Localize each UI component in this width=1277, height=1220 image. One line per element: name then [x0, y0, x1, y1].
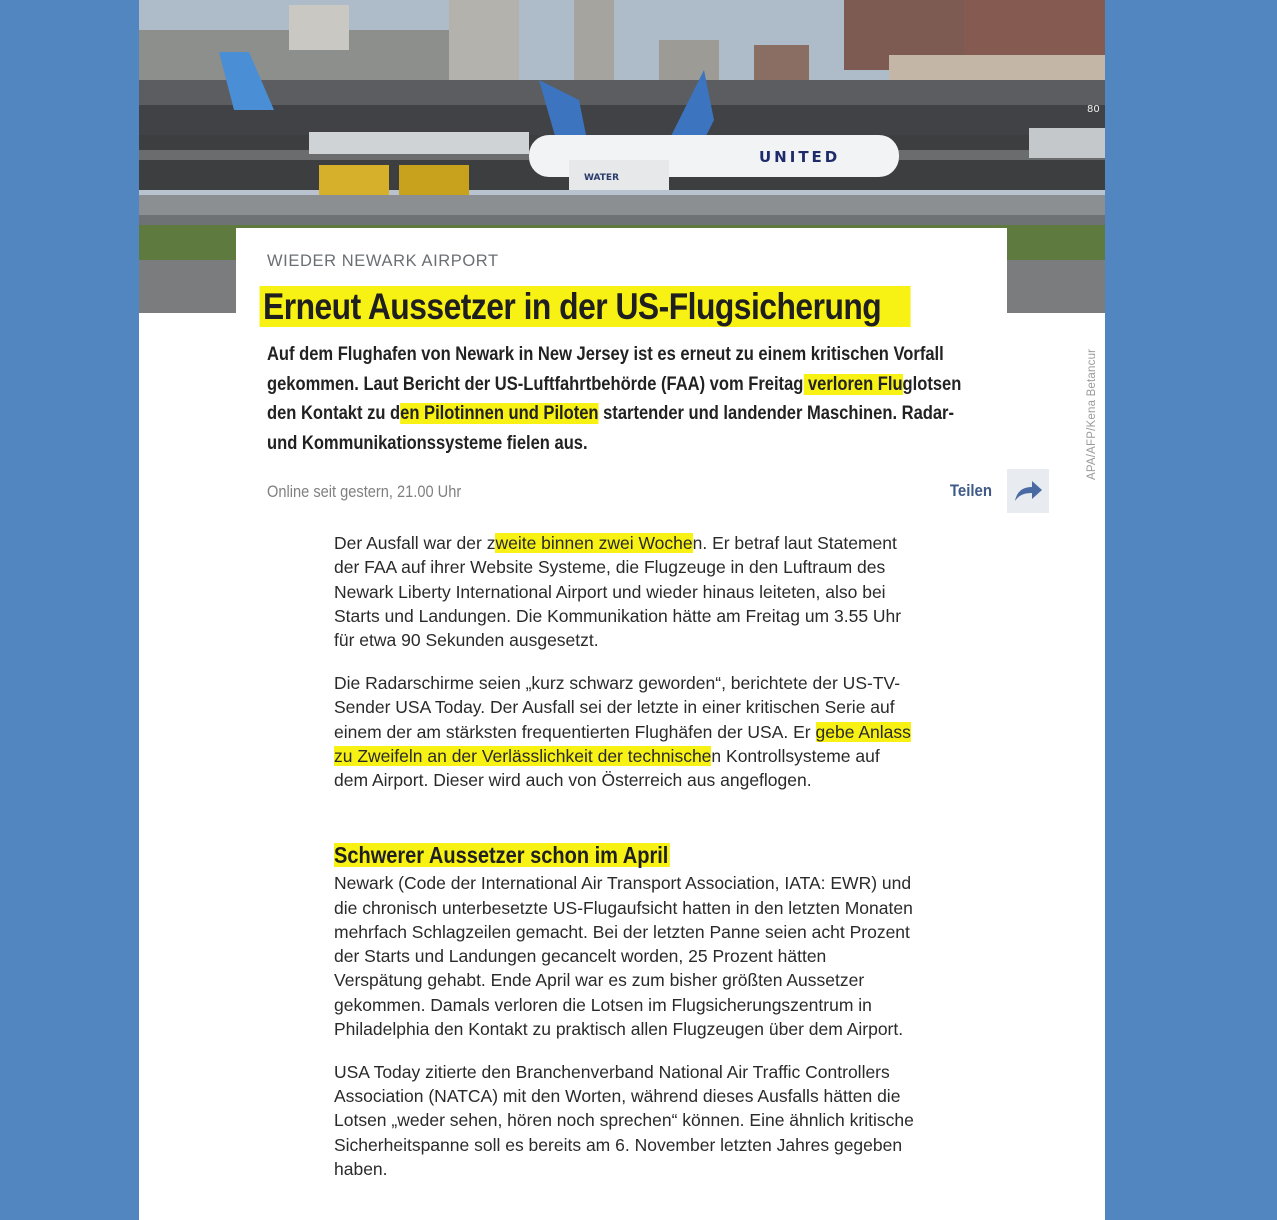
- lead-highlight-2: en Pilotinnen und Piloten: [400, 403, 599, 424]
- section-subheading: [326, 843, 720, 867]
- p2-highlight: gebe Anlass zu Zweifeln an der Verlässlichkeit der technische: [334, 721, 911, 766]
- article-lead: [267, 340, 963, 458]
- paragraph-2: [334, 671, 914, 792]
- meta-row: [267, 478, 1049, 514]
- article-headline: [263, 286, 910, 328]
- share-icon[interactable]: [1007, 469, 1049, 513]
- article-body: [334, 531, 914, 1200]
- gate-number: 80: [1087, 104, 1100, 115]
- share-button[interactable]: [947, 469, 1049, 513]
- headline-text: Erneut Aussetzer in der US-Flugsicherung: [260, 286, 911, 327]
- paragraph-4: USA Today zitierte den Branchenverband National Air Traffic Controllers Association (NATCA) mit den Worten, während dieses Ausfalls hätten die Lotsen „weder sehen, hören noch sprechen“ können. Eine ähnlich kritische Sicherheitspanne soll es bereits am 6. November letzten Jahres gegeben haben.: [334, 1061, 914, 1180]
- subheading-text: Schwerer Aussetzer schon im April: [334, 841, 669, 868]
- p1-text-a: Der Ausfall war der z: [334, 533, 496, 553]
- lead-part-2: glotsen den Kontakt zu d: [267, 373, 962, 424]
- p1-highlight: weite binnen zwei Woche: [495, 533, 693, 553]
- publish-date: Online seit gestern, 21.00 Uhr: [267, 482, 462, 501]
- p2-text-a: Die Radarschirme seien „kurz schwarz geworden“, berichtete der US-TV-Sender USA Today. Der Ausfall sei der letzte in einer kritischen Serie auf einem der am stärksten frequentierten Flughäfen der USA. Er: [334, 672, 901, 742]
- share-label[interactable]: Teilen: [949, 481, 993, 500]
- lead-highlight-1: verloren Flu: [803, 373, 903, 395]
- truck-label: WATER: [584, 173, 620, 183]
- lead-part-3: startender und landender Maschinen. Radar- und Kommunikationssysteme fielen aus.: [267, 403, 955, 454]
- plane-label: UNITED: [759, 148, 841, 166]
- p2-text-b: n Kontrollsysteme auf dem Airport. Dieser wird auch von Österreich aus angeflogen.: [334, 745, 880, 791]
- photo-credit: APA/AFP/Kena Betancur: [1086, 348, 1098, 480]
- p1-text-b: n. Er betraf laut Statement der FAA auf ihrer Website Systeme, die Flugzeuge in den Luftraum des Newark Liberty International Airport und wieder hinaus leiteten, also bei Starts und Landungen. Die Kommunikation hätte am Freitag um 3.55 Uhr für etwa 90 Sekunden ausgesetzt.: [334, 533, 902, 651]
- article-kicker: WIEDER NEWARK AIRPORT: [267, 252, 499, 270]
- lead-part-1: Auf dem Flughafen von Newark in New Jersey ist es erneut zu einem kritischen Vorfall gekommen. Laut Bericht der US-Luftfahrtbehörde (FAA) vom Freitag: [267, 344, 944, 395]
- paragraph-1: [334, 531, 914, 652]
- paragraph-3: Newark (Code der International Air Transport Association, IATA: EWR) und die chronisch unterbesetzte US-Flugaufsicht hatten in den letzten Monaten mehrfach Schlagzeilen gemacht. Bei der letzten Panne seien acht Prozent der Starts und Landungen gecancelt worden, 25 Prozent hätten Verspätung gehabt. Ende April war es zum bisher größten Aussetzer gekommen. Damals verloren die Lotsen im Flugsicherungszentrum in Philadelphia den Kontakt zu praktisch allen Flugzeugen über dem Airport.: [334, 873, 913, 1040]
